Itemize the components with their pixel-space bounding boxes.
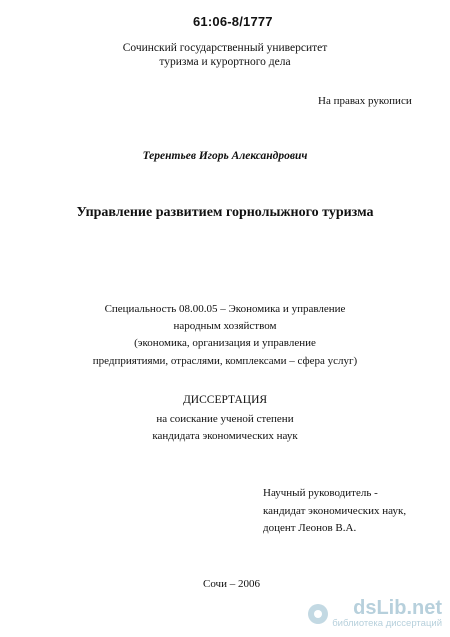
watermark-logo-text: dsLib.net: [353, 597, 442, 619]
university-name-line1: Сочинский государственный университет: [122, 42, 328, 54]
watermark-subtitle: библиотека диссертаций: [332, 618, 442, 629]
dslib-watermark: [308, 598, 442, 629]
specialty-line3: (экономика, организация и управление: [134, 337, 316, 349]
degree-line2: кандидата экономических наук: [152, 430, 298, 442]
author-name: Терентьев Игорь Александрович: [142, 150, 308, 162]
degree-line1: на соискание ученой степени: [156, 413, 294, 425]
archive-number: 61:06-8/1777: [193, 14, 273, 29]
dissertation-title: Управление развитием горнолыжного туризма: [76, 205, 374, 220]
specialty-line4: предприятиями, отраслями, комплексами – сфера услуг): [92, 355, 358, 367]
specialty-line1: Специальность 08.00.05 – Экономика и управление: [104, 303, 346, 315]
rights-note: На правах рукописи: [318, 95, 412, 107]
university-name-line2: туризма и курортного дела: [159, 56, 291, 68]
city-year: Сочи – 2006: [203, 578, 260, 590]
document-type: ДИССЕРТАЦИЯ: [182, 394, 268, 406]
specialty-line2: народным хозяйством: [173, 320, 277, 332]
supervisor-line2: кандидат экономических наук,: [263, 505, 407, 517]
dslib-logo-icon: [308, 604, 328, 624]
supervisor-line3: доцент Леонов В.А.: [263, 522, 357, 534]
supervisor-line1: Научный руководитель -: [263, 487, 378, 499]
